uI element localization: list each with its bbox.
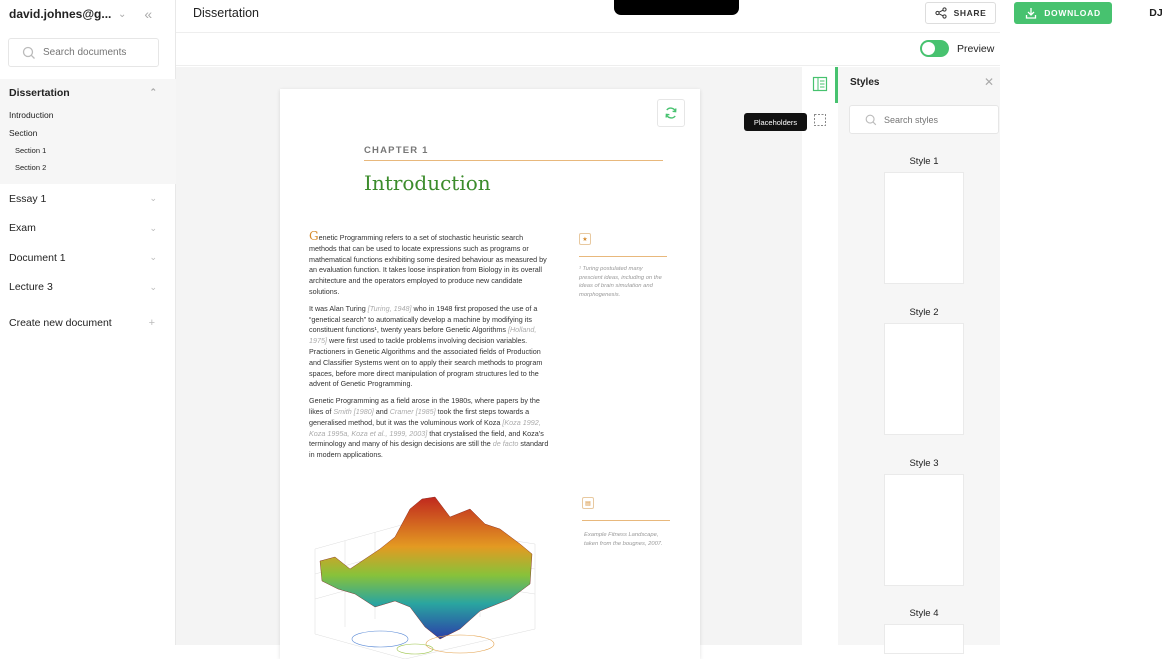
citation: Cramer [1985] <box>389 406 436 416</box>
paragraph-3-text-c: took the first steps towards a generalised method, but it was the voluminous work of Koza <box>309 406 530 427</box>
camera-notch <box>614 0 739 15</box>
top-bar <box>176 0 1163 28</box>
preview-bar <box>176 32 1000 66</box>
sidebar <box>0 0 176 645</box>
preview-label: Preview <box>957 43 995 55</box>
search-icon <box>864 113 878 127</box>
toggle-knob <box>922 42 935 55</box>
nav-document-label: Dissertation <box>9 86 70 99</box>
plus-icon[interactable]: + <box>148 316 155 329</box>
download-icon <box>1025 7 1037 19</box>
citation: [Koza 1992, Koza 1995a, Koza et al., 1999, 2003] <box>309 417 541 438</box>
citation: Smith [1980] <box>333 406 374 416</box>
styles-panel-icon[interactable] <box>812 76 828 92</box>
nav-document-label: Exam <box>9 222 36 235</box>
fitness-landscape-figure[interactable] <box>310 489 540 659</box>
style-label: Style 2 <box>909 307 939 318</box>
style-option[interactable] <box>884 608 964 654</box>
nav-document-lecture-3[interactable] <box>0 273 176 303</box>
collapse-sidebar-icon[interactable]: « <box>144 6 153 22</box>
styles-panel-title: Styles <box>850 77 880 88</box>
chevron-up-icon[interactable]: ⌃ <box>149 87 157 97</box>
paragraph-3-text-b: and <box>373 406 390 416</box>
style-label: Style 4 <box>909 608 939 619</box>
footnote-text: ¹ Turing postulated many prescient ideas, including on the ideas of brain simulation and morphogenesis. <box>579 266 662 298</box>
body-text[interactable] <box>309 231 551 467</box>
create-document-button[interactable] <box>0 308 176 338</box>
paragraph-3-text-a: Genetic Programming as a field arose in the 1980s, where papers by the likes of <box>309 396 540 416</box>
editor-canvas <box>176 67 802 645</box>
style-option[interactable] <box>884 458 964 586</box>
nav-section-section[interactable]: Section <box>9 128 38 138</box>
nav-document-essay-1[interactable] <box>0 184 176 214</box>
avatar[interactable]: DJ <box>1149 7 1163 19</box>
style-label: Style 1 <box>909 156 939 167</box>
footnote-marker-icon[interactable]: ★ <box>579 233 591 245</box>
chapter-divider <box>364 160 663 161</box>
placeholders-icon[interactable] <box>813 113 827 127</box>
refresh-button[interactable] <box>657 99 685 127</box>
nav-document-label: Lecture 3 <box>9 281 53 294</box>
paragraph-2 <box>309 304 551 390</box>
figure-caption: Example Fitness Landscape, taken from the bougnes, 2007. <box>584 532 663 547</box>
document-page[interactable] <box>280 89 700 659</box>
paragraph-2-text-a: It was Alan Turing <box>309 303 368 313</box>
nav-document-label: Document 1 <box>9 251 66 264</box>
style-option[interactable] <box>884 307 964 435</box>
chevron-down-icon[interactable]: ⌄ <box>149 222 157 233</box>
document-search[interactable] <box>8 38 159 67</box>
nav-subsection-1[interactable]: Section 1 <box>15 146 47 155</box>
placeholders-tooltip: Placeholders <box>744 113 807 131</box>
paragraph-2-text-b: who in 1948 first proposed the use of a “genetical search” to automatically develop a machine by modifying its constituent functions¹, twenty years before Genetic Algorithms <box>309 303 538 335</box>
footnote-divider <box>579 256 667 257</box>
style-option[interactable] <box>884 156 964 284</box>
paragraph-1-text: enetic Programming refers to a set of stochastic heuristic search methods that can be used to locate expressions such as programs or mathematical functions exhibiting some desired behaviour as measured by an evaluation function. It takes loose inspiration from Biology in its overall architecture and the operators employed to produce new candidate solutions. <box>309 233 547 296</box>
chevron-down-icon[interactable]: ⌄ <box>149 281 157 292</box>
paragraph-3-text-e: standard in modern applications. <box>309 439 549 460</box>
style-preview[interactable] <box>884 624 964 654</box>
nav-document-document-1[interactable] <box>0 243 176 273</box>
document-nav <box>0 79 176 338</box>
document-title: Dissertation <box>193 6 259 20</box>
chapter-title[interactable]: Introduction <box>364 171 491 195</box>
nav-document-dissertation[interactable] <box>0 79 176 106</box>
contour-lines <box>352 631 494 654</box>
paragraph-3-text-d: that crystalised the field, and Koza’s terminology and many of his design decisions are still the <box>309 428 544 449</box>
share-button[interactable] <box>925 2 996 24</box>
create-document-label: Create new document <box>9 316 112 329</box>
paragraph-3 <box>309 396 551 461</box>
download-label: DOWNLOAD <box>1044 8 1101 18</box>
nav-document-exam[interactable] <box>0 214 176 244</box>
citation: [Turing, 1948] <box>367 303 412 313</box>
preview-toggle[interactable] <box>920 40 949 57</box>
chevron-down-icon[interactable]: ⌄ <box>149 252 157 263</box>
search-icon <box>21 45 37 61</box>
nav-subsection-2[interactable]: Section 2 <box>15 163 47 172</box>
paragraph-2-text-c: were first used to tackle problems involving decision variables. Practioners in Genetic Algorithms and the associated fields of Production and Classifier Systems went on to apply their search methods to program spaces, before more direct manipulation of program structures led to the advent of Genetic Programming. <box>309 336 543 389</box>
tool-strip <box>802 67 838 645</box>
paragraph-1 <box>309 231 551 298</box>
chevron-down-icon[interactable]: ⌄ <box>118 8 127 20</box>
chapter-label: CHAPTER 1 <box>364 145 429 156</box>
style-preview[interactable] <box>884 474 964 586</box>
search-input[interactable] <box>43 47 153 58</box>
share-label: SHARE <box>953 8 987 18</box>
styles-search-input[interactable] <box>884 115 984 125</box>
chevron-down-icon[interactable]: ⌄ <box>149 193 157 204</box>
share-icon <box>935 7 947 19</box>
drop-cap: G <box>309 229 319 243</box>
active-document-group <box>0 79 176 184</box>
style-label: Style 3 <box>909 458 939 469</box>
styles-panel <box>838 67 1000 645</box>
close-icon[interactable]: ✕ <box>984 75 995 89</box>
style-preview[interactable] <box>884 323 964 435</box>
styles-search[interactable] <box>849 105 999 134</box>
refresh-icon <box>664 106 678 120</box>
download-button[interactable] <box>1014 2 1112 24</box>
nav-section-introduction[interactable]: Introduction <box>9 110 54 120</box>
citation: [Holland, 1975] <box>309 325 537 346</box>
figure-caption-icon[interactable]: ▤ <box>582 497 594 509</box>
caption-divider <box>582 520 670 521</box>
style-preview[interactable] <box>884 172 964 284</box>
account-email[interactable]: david.johnes@g... <box>9 7 112 21</box>
emphasis: de facto <box>492 439 519 449</box>
nav-document-label: Essay 1 <box>9 192 47 205</box>
account-row[interactable] <box>0 0 175 28</box>
landscape-surface <box>320 497 532 639</box>
